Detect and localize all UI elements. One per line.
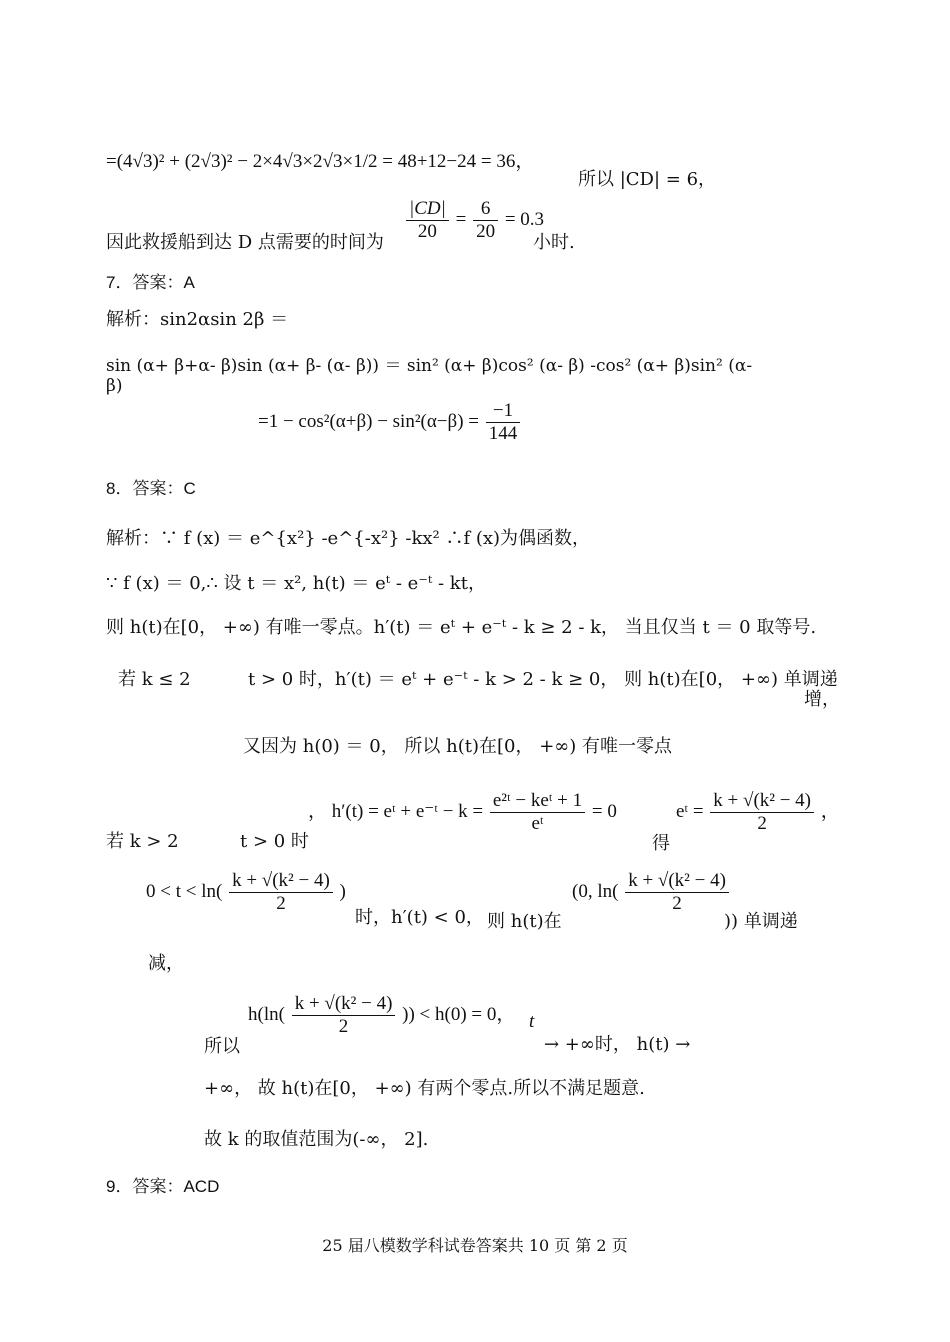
q8-case-t-pos: t > 0 时: [240, 831, 309, 852]
q8-decreasing-wrap: 减，: [148, 953, 184, 974]
q8-suoyi: 所以: [204, 1036, 240, 1057]
q7-identity-line-wrap: β): [106, 376, 123, 396]
q8-case-k-le-2-reason: t > 0 时，h′(t) ＝ eᵗ + e⁻ᵗ - k > 2 - k ≥ 0， 则 h(t)在[0， +∞) 单调递: [248, 669, 838, 690]
q8-decreasing-text: )) 单调递: [724, 911, 798, 932]
q8-limit: → +∞时， h(t) →: [544, 1034, 691, 1055]
q8-t-variable: t: [529, 1011, 535, 1032]
q8-derivative-negative: 时，h′(t) < 0，: [355, 907, 484, 928]
q8-case-k-le-2-wrap: 增，: [804, 689, 840, 710]
q8-case-k-gt-2: 若 k > 2: [106, 831, 179, 852]
q8-parse-intro: 解析：∵ f (x) ＝ e^{x²} -e^{-x²} -kx² ∴f (x)为偶函数，: [106, 528, 591, 549]
q8-unique-zero: 又因为 h(0) ＝ 0， 所以 h(t)在[0， +∞) 有唯一零点: [243, 736, 673, 757]
q8-root-expression: eᵗ = $\frac{\text{k + √(k² − 4)}}{2}$ ，: [676, 790, 840, 834]
q8-interval-condition: 0 < t < ln( $\frac{\text{k + √(k² − 4)}}{2}$ ): [146, 870, 346, 914]
q7-identity-line: sin (α+ β+α- β)sin (α+ β- (α- β)) ＝ sin² (α+ β)cos² (α- β) -cos² (α+ β)sin² (α-: [106, 356, 753, 376]
q7-result-line: =1 − cos²(α+β) − sin²(α−β) = $\frac{-1}{144}$: [258, 400, 522, 445]
page-footer: 25 届八模数学科试卷答案共 10 页 第 2 页: [322, 1236, 628, 1255]
cd-length-conclusion: 所以 |CD| = 6，: [578, 169, 717, 190]
q8-h-ln-inequality: h(ln( $\frac{\text{k + √(k² − 4)}}{2}$ )) < h(0) = 0，: [248, 993, 516, 1037]
q8-derivative-equation: ， h′(t) = eᵗ + e⁻ᵗ − k = $\frac{\text{e²ᵗ − keᵗ + 1}}{\text{eᵗ}}$ = 0: [308, 790, 617, 834]
fraction-root: $\frac{\text{k + √(k² − 4)}}{2}$: [710, 790, 814, 835]
q7-answer: 7．答案：A: [106, 273, 195, 292]
fraction-minus1-over-144: $\frac{-1}{144}$: [486, 400, 521, 445]
q8-case-k-le-2: 若 k ≤ 2: [118, 669, 191, 690]
q8-answer: 8．答案：C: [106, 479, 196, 498]
q8-decreasing-interval: (0, ln( $\frac{\text{k + √(k² − 4)}}{2}$: [572, 870, 731, 915]
fraction-ln-arg: $\frac{\text{k + √(k² − 4)}}{2}$: [229, 870, 333, 915]
cosine-law-expression: =(4√3)² + (2√3)² − 2×4√3×2√3×1/2 = 48+12−24 = 36，: [106, 151, 535, 172]
q8-de-word: 得: [652, 833, 670, 854]
q9-answer: 9．答案：ACD: [106, 1177, 220, 1196]
fraction-interval-end: $\frac{\text{k + √(k² − 4)}}{2}$: [625, 870, 729, 915]
fraction-6-over-20: $\frac{6}{20}$: [473, 198, 498, 243]
q8-k-range: 故 k 的取值范围为(-∞， 2].: [204, 1129, 429, 1150]
fraction-derivative: $\frac{\text{e²ᵗ − keᵗ + 1}}{\text{eᵗ}}$: [490, 790, 585, 835]
rescue-time-text: 因此救援船到达 D 点需要的时间为: [106, 232, 384, 253]
fraction-cd-over-20: $\frac{|CD|}{20}$: [406, 198, 449, 243]
q7-parse-intro: 解析：sin2αsin 2β ＝: [106, 309, 289, 330]
q8-then-h: 则 h(t)在: [487, 911, 562, 932]
q8-derivative-bound: 则 h(t)在[0， +∞) 有唯一零点。h′(t) ＝ eᵗ + e⁻ᵗ - k ≥ 2 - k， 当且仅当 t ＝ 0 取等号.: [106, 617, 817, 638]
rescue-time-unit: 小时.: [533, 232, 575, 253]
fraction-h-ln-arg: $\frac{\text{k + √(k² − 4)}}{2}$: [292, 993, 396, 1038]
rescue-time-formula: $\frac{|CD|}{20}$ = $\frac{6}{20}$ = 0.3: [404, 198, 544, 243]
q8-two-zeros: +∞， 故 h(t)在[0， +∞) 有两个零点.所以不满足题意.: [204, 1078, 645, 1099]
q8-substitution: ∵ f (x) ＝ 0,∴ 设 t ＝ x², h(t) ＝ eᵗ - e⁻ᵗ - kt，: [106, 573, 486, 594]
